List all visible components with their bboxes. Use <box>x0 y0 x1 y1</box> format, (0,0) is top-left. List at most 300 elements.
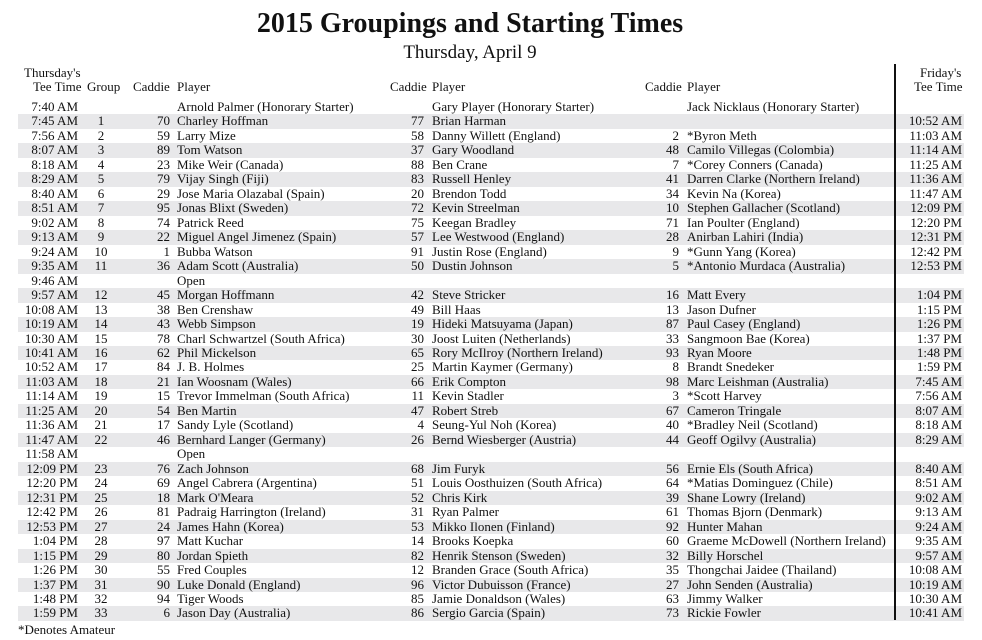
caddie-number: 35 <box>666 562 679 578</box>
thursday-tee-time: 11:14 AM <box>25 388 78 404</box>
player-name: Phil Mickelson <box>177 344 257 360</box>
player-name: Kevin Na (Korea) <box>687 185 781 201</box>
caddie-number: 77 <box>411 113 424 129</box>
group-number: 13 <box>94 301 108 317</box>
player-name: Jonas Blixt (Sweden) <box>177 200 289 216</box>
player-name: Bernhard Langer (Germany) <box>177 431 326 447</box>
friday-tee-time: 11:14 AM <box>909 142 962 158</box>
table-row <box>18 578 964 592</box>
thursday-tee-time: 10:41 AM <box>24 344 78 360</box>
footnote: *Denotes Amateur <box>18 622 116 637</box>
player-name: Matt Kuchar <box>177 533 244 549</box>
player-name: Henrik Stenson (Sweden) <box>432 547 566 563</box>
group-number: 15 <box>94 330 108 346</box>
table-row <box>18 274 964 288</box>
player-name: Lee Westwood (England) <box>432 229 565 245</box>
player-name: Ian Woosnam (Wales) <box>177 373 292 389</box>
caddie-number: 16 <box>666 287 679 303</box>
thursday-tee-time: 1:26 PM <box>32 562 78 578</box>
caddie-number: 54 <box>157 402 170 418</box>
group-number: 7 <box>97 200 105 216</box>
caddie-number: 45 <box>157 287 170 303</box>
player-name: Sergio Garcia (Spain) <box>432 605 546 621</box>
thursday-tee-time: 8:07 AM <box>31 142 78 158</box>
player-name: Chris Kirk <box>432 489 488 505</box>
group-number: 28 <box>94 533 108 549</box>
player-name: Graeme McDowell (Northern Ireland) <box>687 533 886 549</box>
thursday-tee-time: 11:25 AM <box>25 402 78 418</box>
caddie-number: 78 <box>157 330 170 346</box>
caddie-number: 62 <box>157 344 170 360</box>
caddie-number: 82 <box>411 547 424 563</box>
friday-tee-time: 10:30 AM <box>908 590 962 606</box>
caddie-number: 17 <box>157 417 170 433</box>
caddie-number: 3 <box>672 388 679 404</box>
player-name: Morgan Hoffmann <box>177 287 275 303</box>
player-name: Jason Day (Australia) <box>177 605 291 621</box>
friday-tee-time: 9:02 AM <box>915 489 962 505</box>
player-name: Larry Mize <box>177 127 236 143</box>
friday-tee-time: 8:07 AM <box>915 402 962 418</box>
caddie-number: 18 <box>157 489 170 505</box>
thursday-tee-time: 1:48 PM <box>32 590 78 606</box>
player-name: Open <box>177 446 206 462</box>
friday-tee-time: 11:36 AM <box>909 171 962 187</box>
caddie-number: 70 <box>157 113 170 129</box>
caddie-number: 76 <box>157 460 170 476</box>
player-name: Trevor Immelman (South Africa) <box>177 388 350 404</box>
header-player-2: Player <box>432 79 466 94</box>
group-number: 2 <box>97 127 105 143</box>
group-number: 23 <box>94 460 108 476</box>
player-name: Open <box>177 272 206 288</box>
group-number: 5 <box>97 171 105 187</box>
player-name: *Scott Harvey <box>687 388 762 404</box>
thursday-tee-time: 12:42 PM <box>26 504 78 520</box>
player-name: Victor Dubuisson (France) <box>432 576 571 592</box>
player-name: Charl Schwartzel (South Africa) <box>177 330 345 346</box>
friday-tee-time: 7:45 AM <box>915 373 962 389</box>
header-thursday-tee-time-1: Thursday's <box>24 65 81 80</box>
caddie-number: 24 <box>157 518 170 534</box>
thursday-tee-time: 7:56 AM <box>31 127 78 143</box>
friday-tee-time: 10:52 AM <box>908 113 962 129</box>
group-number: 10 <box>94 243 108 259</box>
caddie-number: 22 <box>157 229 170 245</box>
caddie-number: 90 <box>157 576 170 592</box>
table-row <box>18 346 964 360</box>
player-name: Ryan Palmer <box>432 504 499 520</box>
friday-tee-time: 11:25 AM <box>909 156 962 172</box>
player-name: Brendon Todd <box>432 185 507 201</box>
caddie-number: 75 <box>411 214 424 230</box>
player-name: Danny Willett (England) <box>432 127 561 143</box>
player-name: Marc Leishman (Australia) <box>687 373 829 389</box>
caddie-number: 23 <box>157 156 170 172</box>
player-name: Mikko Ilonen (Finland) <box>432 518 555 534</box>
caddie-number: 15 <box>157 388 170 404</box>
group-number: 11 <box>94 258 108 274</box>
player-name: Bill Haas <box>432 301 481 317</box>
caddie-number: 65 <box>411 344 424 360</box>
thursday-tee-time: 12:31 PM <box>26 489 78 505</box>
caddie-number: 91 <box>411 243 424 259</box>
caddie-number: 19 <box>411 316 424 332</box>
player-name: Justin Rose (England) <box>432 243 547 259</box>
caddie-number: 9 <box>672 243 679 259</box>
caddie-number: 6 <box>163 605 170 621</box>
player-name: Ben Crenshaw <box>177 301 254 317</box>
player-name: Russell Henley <box>432 171 512 187</box>
caddie-number: 59 <box>157 127 170 143</box>
table-row <box>18 447 964 461</box>
caddie-number: 32 <box>666 547 679 563</box>
header-group: Group <box>87 79 121 94</box>
table-row <box>18 158 964 172</box>
caddie-number: 57 <box>411 229 424 245</box>
player-name: *Corey Conners (Canada) <box>687 156 823 172</box>
group-number: 30 <box>94 562 108 578</box>
header-player-1: Player <box>177 79 211 94</box>
player-name: Thomas Bjorn (Denmark) <box>687 504 823 520</box>
caddie-number: 7 <box>672 156 679 172</box>
header-caddie-1: Caddie <box>133 79 170 94</box>
friday-tee-time: 10:08 AM <box>908 562 962 578</box>
friday-tee-time: 12:53 PM <box>910 258 962 274</box>
caddie-number: 58 <box>411 127 424 143</box>
player-name: Tiger Woods <box>177 590 244 606</box>
player-name: Mark O'Meara <box>177 489 254 505</box>
table-row <box>18 303 964 317</box>
table-row <box>18 505 964 519</box>
player-name: John Senden (Australia) <box>687 576 813 592</box>
caddie-number: 87 <box>666 316 679 332</box>
group-number: 31 <box>94 576 108 592</box>
table-row <box>18 592 964 606</box>
thursday-tee-time: 11:03 AM <box>25 373 78 389</box>
group-number: 14 <box>94 316 108 332</box>
player-name: Ian Poulter (England) <box>687 214 800 230</box>
caddie-number: 29 <box>157 185 170 201</box>
thursday-tee-time: 11:36 AM <box>25 417 78 433</box>
thursday-tee-time: 9:57 AM <box>31 287 78 303</box>
group-number: 33 <box>94 605 108 621</box>
player-name: Martin Kaymer (Germany) <box>432 359 573 375</box>
player-name: *Matias Dominguez (Chile) <box>687 475 833 491</box>
friday-tee-time: 12:42 PM <box>910 243 962 259</box>
caddie-number: 64 <box>666 475 679 491</box>
player-name: Mike Weir (Canada) <box>177 156 284 172</box>
group-number: 6 <box>97 185 105 201</box>
table-row <box>18 606 964 620</box>
player-name: Luke Donald (England) <box>177 576 301 592</box>
player-name: Thongchai Jaidee (Thailand) <box>687 562 837 578</box>
player-name: *Gunn Yang (Korea) <box>687 243 796 259</box>
thursday-tee-time: 10:52 AM <box>24 359 78 375</box>
friday-tee-time: 10:19 AM <box>908 576 962 592</box>
player-name: Brandt Snedeker <box>687 359 775 375</box>
table-row <box>18 389 964 403</box>
player-name: Tom Watson <box>177 142 243 158</box>
group-number: 4 <box>97 156 105 172</box>
header-caddie-3: Caddie <box>645 79 682 94</box>
table-row <box>18 549 964 563</box>
table-row <box>18 332 964 346</box>
player-name: Brooks Koepka <box>432 533 514 549</box>
caddie-number: 48 <box>666 142 679 158</box>
friday-tee-time: 12:20 PM <box>910 214 962 230</box>
friday-tee-time: 1:48 PM <box>916 344 962 360</box>
player-name: Ryan Moore <box>687 344 752 360</box>
player-name: Charley Hoffman <box>177 113 269 129</box>
player-name: Gary Player (Honorary Starter) <box>432 99 595 114</box>
thursday-tee-time: 8:51 AM <box>31 200 78 216</box>
player-name: Jose Maria Olazabal (Spain) <box>177 185 325 201</box>
player-name: Miguel Angel Jimenez (Spain) <box>177 229 337 245</box>
caddie-number: 8 <box>672 359 679 375</box>
header-friday-tee-time-2: Tee Time <box>914 79 963 94</box>
player-name: Brian Harman <box>432 113 507 129</box>
thursday-tee-time: 7:45 AM <box>31 113 78 129</box>
player-name: *Byron Meth <box>687 127 757 143</box>
player-name: Ben Crane <box>432 156 488 172</box>
player-name: Branden Grace (South Africa) <box>432 562 589 578</box>
group-number: 29 <box>94 547 108 563</box>
caddie-number: 14 <box>411 533 424 549</box>
player-name: Kevin Streelman <box>432 200 520 216</box>
caddie-number: 2 <box>672 127 679 143</box>
caddie-number: 96 <box>411 576 424 592</box>
player-name: Erik Compton <box>432 373 507 389</box>
caddie-number: 46 <box>157 431 170 447</box>
group-number: 20 <box>94 402 108 418</box>
player-name: Arnold Palmer (Honorary Starter) <box>177 99 354 114</box>
caddie-number: 52 <box>411 489 424 505</box>
caddie-number: 63 <box>666 590 679 606</box>
table-row <box>18 476 964 490</box>
caddie-number: 37 <box>411 142 424 158</box>
table-row <box>18 404 964 418</box>
friday-tee-time: 10:41 AM <box>908 605 962 621</box>
thursday-tee-time: 11:58 AM <box>25 446 78 462</box>
friday-tee-time: 1:59 PM <box>916 359 962 375</box>
table-row <box>18 143 964 157</box>
player-name: Sandy Lyle (Scotland) <box>177 417 294 433</box>
caddie-number: 25 <box>411 359 424 375</box>
player-name: *Bradley Neil (Scotland) <box>687 417 818 433</box>
friday-tee-time: 8:40 AM <box>915 460 962 476</box>
group-number: 25 <box>94 489 108 505</box>
caddie-number: 55 <box>157 562 170 578</box>
table-row <box>18 534 964 548</box>
group-number: 19 <box>94 388 108 404</box>
page-title: 2015 Groupings and Starting Times <box>256 8 684 39</box>
player-name: James Hahn (Korea) <box>177 518 284 534</box>
table-row <box>18 172 964 186</box>
friday-tee-time: 11:47 AM <box>909 185 962 201</box>
player-name: Shane Lowry (Ireland) <box>687 489 806 505</box>
caddie-number: 33 <box>666 330 679 346</box>
caddie-number: 5 <box>672 258 679 274</box>
caddie-number: 56 <box>666 460 679 476</box>
player-name: Ben Martin <box>177 402 237 418</box>
thursday-tee-time: 10:30 AM <box>24 330 78 346</box>
thursday-tee-time: 1:04 PM <box>32 533 78 549</box>
player-name: Anirban Lahiri (India) <box>687 229 804 245</box>
caddie-number: 30 <box>411 330 424 346</box>
friday-tee-time: 7:56 AM <box>915 388 962 404</box>
thursday-tee-time: 1:37 PM <box>32 576 78 592</box>
player-name: Vijay Singh (Fiji) <box>177 171 269 187</box>
thursday-tee-time: 1:15 PM <box>32 547 78 563</box>
caddie-number: 85 <box>411 590 424 606</box>
caddie-number: 98 <box>666 373 679 389</box>
group-number: 12 <box>94 287 108 303</box>
player-name: Adam Scott (Australia) <box>177 258 299 274</box>
caddie-number: 39 <box>666 489 679 505</box>
caddie-number: 94 <box>157 590 170 606</box>
caddie-number: 84 <box>157 359 170 375</box>
friday-tee-time: 8:18 AM <box>915 417 962 433</box>
player-name: Jordan Spieth <box>177 547 249 563</box>
player-name: Hunter Mahan <box>687 518 763 534</box>
player-name: Joost Luiten (Netherlands) <box>432 330 571 346</box>
caddie-number: 67 <box>666 402 679 418</box>
caddie-number: 12 <box>411 562 424 578</box>
thursday-tee-time: 9:35 AM <box>31 258 78 274</box>
table-row <box>18 259 964 273</box>
header-friday-tee-time-1: Friday's <box>920 65 962 80</box>
player-name: Angel Cabrera (Argentina) <box>177 475 317 491</box>
player-name: Bernd Wiesberger (Austria) <box>432 431 577 447</box>
player-name: Camilo Villegas (Colombia) <box>687 142 835 158</box>
caddie-number: 28 <box>666 229 679 245</box>
thursday-tee-time: 7:40 AM <box>31 99 78 114</box>
group-number: 9 <box>97 229 105 245</box>
group-number: 16 <box>94 344 108 360</box>
friday-tee-time: 8:51 AM <box>915 475 962 491</box>
table-row <box>18 375 964 389</box>
caddie-number: 80 <box>157 547 170 563</box>
player-name: Dustin Johnson <box>432 258 513 274</box>
caddie-number: 50 <box>411 258 424 274</box>
table-row <box>18 462 964 476</box>
player-name: Billy Horschel <box>687 547 764 563</box>
friday-tee-time: 8:29 AM <box>915 431 962 447</box>
player-name: Sangmoon Bae (Korea) <box>687 330 810 346</box>
caddie-number: 88 <box>411 156 424 172</box>
table-row <box>18 491 964 505</box>
player-name: Stephen Gallacher (Scotland) <box>687 200 841 216</box>
caddie-number: 20 <box>411 185 424 201</box>
caddie-number: 93 <box>666 344 679 360</box>
player-name: Padraig Harrington (Ireland) <box>177 504 326 520</box>
player-name: Gary Woodland <box>432 142 515 158</box>
table-row <box>18 418 964 432</box>
friday-tee-time: 9:24 AM <box>915 518 962 534</box>
header-thursday-tee-time-2: Tee Time <box>33 79 82 94</box>
table-row <box>18 216 964 230</box>
caddie-number: 83 <box>411 171 424 187</box>
player-name: Steve Stricker <box>432 287 506 303</box>
player-name: Geoff Ogilvy (Australia) <box>687 431 817 447</box>
caddie-number: 66 <box>411 373 424 389</box>
table-row <box>18 317 964 331</box>
player-name: Hideki Matsuyama (Japan) <box>432 316 573 332</box>
thursday-tee-time: 8:18 AM <box>31 156 78 172</box>
thursday-tee-time: 8:40 AM <box>31 185 78 201</box>
caddie-number: 71 <box>666 214 679 230</box>
player-name: Cameron Tringale <box>687 402 782 418</box>
caddie-number: 40 <box>666 417 679 433</box>
caddie-number: 51 <box>411 475 424 491</box>
player-name: Zach Johnson <box>177 460 249 476</box>
group-number: 27 <box>94 518 108 534</box>
header-player-3: Player <box>687 79 721 94</box>
player-name: Rickie Fowler <box>687 605 762 621</box>
friday-tee-time: 1:15 PM <box>916 301 962 317</box>
caddie-number: 11 <box>411 388 424 404</box>
caddie-number: 89 <box>157 142 170 158</box>
caddie-number: 4 <box>417 417 424 433</box>
group-number: 1 <box>97 113 105 129</box>
column-divider <box>894 64 896 620</box>
friday-tee-time: 12:31 PM <box>910 229 962 245</box>
table-row <box>18 288 964 302</box>
caddie-number: 53 <box>411 518 424 534</box>
player-name: Ernie Els (South Africa) <box>687 460 813 476</box>
thursday-tee-time: 9:24 AM <box>31 243 78 259</box>
caddie-number: 73 <box>666 605 679 621</box>
caddie-number: 47 <box>411 402 424 418</box>
friday-tee-time: 9:13 AM <box>915 504 962 520</box>
caddie-number: 31 <box>411 504 424 520</box>
thursday-tee-time: 8:29 AM <box>31 171 78 187</box>
friday-tee-time: 11:03 AM <box>909 127 962 143</box>
player-name: Louis Oosthuizen (South Africa) <box>432 475 603 491</box>
caddie-number: 95 <box>157 200 170 216</box>
table-row <box>18 129 964 143</box>
thursday-tee-time: 11:47 AM <box>25 431 78 447</box>
thursday-tee-time: 12:20 PM <box>26 475 78 491</box>
player-name: Jack Nicklaus (Honorary Starter) <box>687 99 860 114</box>
player-name: Keegan Bradley <box>432 214 517 230</box>
caddie-number: 49 <box>411 301 424 317</box>
caddie-number: 38 <box>157 301 170 317</box>
player-name: Matt Every <box>687 287 746 303</box>
player-name: Jamie Donaldson (Wales) <box>432 590 566 606</box>
group-number: 32 <box>94 590 108 606</box>
thursday-tee-time: 12:09 PM <box>26 460 78 476</box>
caddie-number: 42 <box>411 287 424 303</box>
caddie-number: 68 <box>411 460 424 476</box>
caddie-number: 1 <box>163 243 170 259</box>
caddie-number: 60 <box>666 533 679 549</box>
table-row <box>18 100 964 114</box>
friday-tee-time: 1:04 PM <box>916 287 962 303</box>
player-name: *Antonio Murdaca (Australia) <box>687 258 846 274</box>
table-row <box>18 187 964 201</box>
player-name: Webb Simpson <box>177 316 256 332</box>
caddie-number: 92 <box>666 518 679 534</box>
player-name: Rory McIlroy (Northern Ireland) <box>432 344 603 360</box>
friday-tee-time: 12:09 PM <box>910 200 962 216</box>
player-name: Patrick Reed <box>177 214 244 230</box>
thursday-tee-time: 1:59 PM <box>32 605 78 621</box>
player-name: Fred Couples <box>177 562 247 578</box>
thursday-tee-time: 10:08 AM <box>24 301 78 317</box>
player-name: Seung-Yul Noh (Korea) <box>432 417 557 433</box>
